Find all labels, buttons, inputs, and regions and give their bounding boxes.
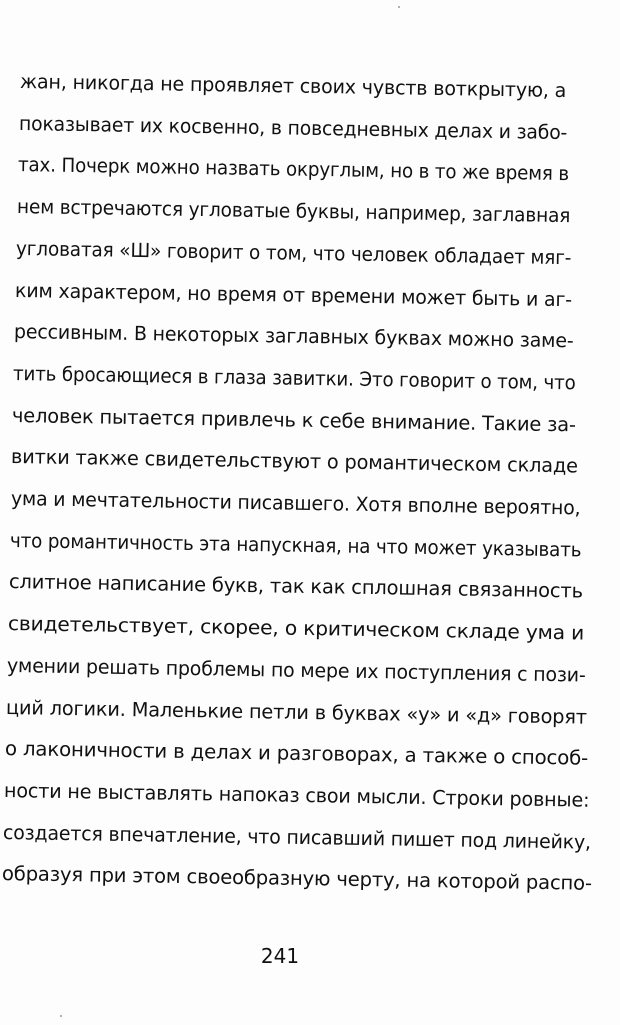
text-line: рессивным. В некоторых заглавных буквах можно заме- — [14, 320, 574, 353]
text-line: жан, никогда не проявляет своих чувств воткрытую, а — [19, 70, 567, 103]
text-line: тить бросающиеся в глаза завитки. Это говорит о том, что — [13, 361, 577, 395]
text-line: тах. Почерк можно назвать округлым, но в то же время в — [17, 153, 570, 186]
text-line: ума и мечтательности писавшего. Хотя вполне вероятно, — [10, 487, 581, 520]
scan-speck — [60, 1015, 62, 1017]
text-line: ности не выставлять напоказ свои мысли. Строки ровные: — [3, 778, 590, 812]
text-line: человек пытается привлечь к себе внимание. Такие за- — [12, 403, 577, 436]
text-line: ким характером, но время от времени может быть и аг- — [15, 278, 573, 311]
text-line: умении решать проблемы по мере их поступления с пози- — [6, 653, 586, 687]
text-line: слитное написание букв, так как сплошная связанность — [8, 570, 583, 603]
page-number: 241 — [260, 944, 300, 968]
scan-speck — [398, 6, 400, 8]
text-line: витки также свидетельствуют о романтическом складе — [11, 445, 579, 478]
text-line: нем встречаются угловатые буквы, например, заглавная — [16, 195, 571, 228]
text-line: создается впечатление, что писавший пишет под линейку, — [2, 820, 591, 854]
text-line: ций логики. Маленькие петли в буквах «у» и «д» говорят — [5, 695, 587, 729]
text-line: о лаконичности в делах и разговорах, а также о способ- — [4, 737, 589, 770]
text-line: угловатая «Ш» говорит о том, что человек обладает мяг- — [16, 236, 572, 270]
text-line: что романтичность эта напускная, на что может указывать — [9, 528, 582, 562]
text-line: свидетельствует, скорее, о критическом складе ума и — [7, 612, 584, 645]
text-line: образуя при этом своеобразную черту, на которой распо- — [1, 862, 592, 896]
text-line: показывает их косвенно, в повседневных делах и забо- — [18, 111, 568, 144]
